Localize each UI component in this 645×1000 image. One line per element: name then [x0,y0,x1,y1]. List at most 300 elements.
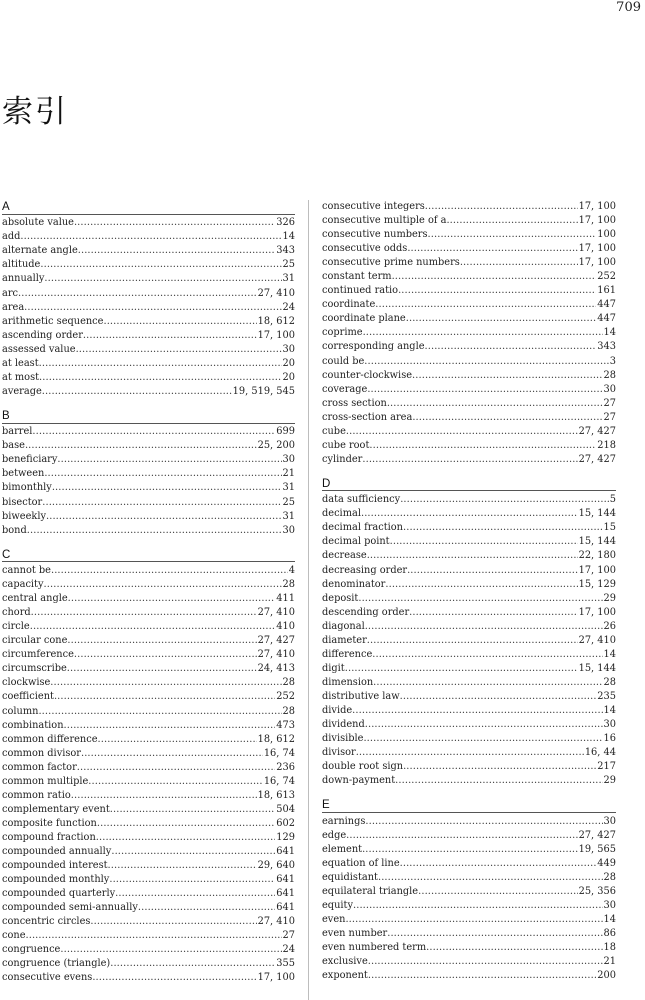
index-entry [322,648,616,662]
index-term: at most [2,371,40,383]
index-entry [2,453,295,467]
index-entry [2,761,295,775]
index-entry [322,369,616,383]
dot-leader [403,521,603,535]
dot-leader [392,270,597,284]
index-entry [2,634,295,648]
index-term: capacity [2,579,44,591]
index-term: bimonthly [2,482,52,494]
index-pages: 641 [276,902,295,914]
dot-leader [38,705,281,719]
dot-leader [60,943,281,957]
index-pages: 641 [276,846,295,857]
index-term: decrease [322,550,367,562]
index-entry [322,857,616,871]
index-term: column [2,705,39,717]
index-entry [322,634,616,648]
index-entry [322,256,616,270]
index-section-continued [322,200,616,467]
index-pages: 25, 200 [257,440,295,452]
index-entry [2,564,295,578]
index-term: coefficient [2,691,54,703]
index-entry [322,326,616,340]
dot-leader [108,859,257,873]
index-entry [2,719,295,733]
index-term: circumscribe [2,663,67,675]
index-term: denominator [322,578,386,590]
index-term: consecutive odds [322,243,408,255]
index-term: diameter [322,634,367,646]
dot-leader [412,411,602,425]
index-pages: 17, 100 [257,329,295,341]
index-entry [322,690,616,704]
index-term: decimal [322,508,361,520]
index-pages: 27, 427 [578,425,616,437]
index-entry [2,216,295,230]
index-pages: 236 [276,761,295,773]
dot-leader [39,371,281,385]
index-pages: 343 [597,341,616,353]
index-entry [2,244,295,258]
index-pages: 18, 612 [257,733,295,745]
index-term: common divisor [2,747,81,759]
index-term: decimal fraction [322,522,403,534]
dot-leader [138,901,275,915]
index-entry [2,775,295,789]
index-term: exclusive [322,956,368,968]
index-term: even number [322,928,388,940]
index-term: concentric circles [2,916,91,928]
index-pages: 16 [603,733,616,745]
dot-leader [97,817,275,831]
dot-leader [363,326,603,340]
index-term: difference [322,648,373,660]
dot-leader [18,287,257,301]
index-entry [322,843,616,857]
dot-leader [24,301,281,315]
index-section-d [322,477,616,788]
index-entry [2,343,295,357]
dot-leader [20,230,281,244]
index-entry [2,705,295,719]
dot-leader [25,439,257,453]
index-entry [2,662,295,676]
index-pages: 17, 100 [578,215,616,227]
index-pages: 30 [282,524,295,536]
index-term: at least [2,357,39,369]
index-entry [322,439,616,453]
dot-leader [395,774,602,788]
index-term: alternate angle [2,245,78,257]
dot-leader [115,887,275,901]
index-pages: 22, 180 [578,550,616,562]
index-entry [322,507,616,521]
index-pages: 24 [282,301,295,313]
index-entry [322,340,616,354]
index-term: compounded interest [2,860,108,872]
index-pages: 447 [597,299,616,311]
index-pages: 14 [282,231,295,243]
index-entry [2,315,295,329]
index-pages: 473 [276,719,295,731]
index-pages: 326 [276,217,295,229]
index-term: average [2,385,42,397]
index-entry [322,312,616,326]
dot-leader [345,662,578,676]
dot-leader [44,578,282,592]
index-section-b [2,409,295,538]
index-term: double root sign [322,761,404,773]
index-entry [2,789,295,803]
index-pages: 18, 613 [257,789,295,801]
index-pages: 447 [597,313,616,325]
dot-leader [407,564,578,578]
index-term: bisector [2,496,43,508]
index-entry [322,284,616,298]
index-pages: 27, 427 [578,829,616,841]
dot-leader [83,329,257,343]
dot-leader [368,969,596,983]
index-entry [322,535,616,549]
index-pages: 343 [276,245,295,257]
index-entry [322,242,616,256]
index-pages: 28 [603,369,616,381]
index-pages: 100 [597,229,616,241]
index-term: edge [322,829,347,841]
index-entry [2,258,295,272]
index-pages: 410 [276,621,295,633]
index-pages: 18, 612 [257,315,295,327]
index-pages: 86 [603,928,616,940]
index-pages: 15, 144 [578,662,616,674]
index-pages: 699 [276,426,295,438]
index-term: circumference [2,649,74,661]
dot-leader [390,535,578,549]
dot-leader [446,214,577,228]
dot-leader [356,746,584,760]
index-entry [2,301,295,315]
index-entry [2,845,295,859]
index-term: area [2,301,25,313]
index-pages: 16, 74 [263,747,295,759]
index-pages: 411 [276,593,295,605]
dot-leader [42,385,232,399]
index-pages: 17, 100 [578,257,616,269]
index-term: exponent [322,970,368,982]
index-column-right [322,200,616,993]
index-term: equidistant [322,871,378,883]
index-pages: 17, 100 [578,564,616,576]
dot-leader [352,704,602,718]
dot-leader [361,507,578,521]
index-pages: 235 [597,690,616,702]
index-entry [322,298,616,312]
index-pages: 641 [276,888,295,900]
dot-leader [109,873,275,887]
index-pages: 31 [282,510,295,522]
index-term: common multiple [2,775,89,787]
index-term: cross-section area [322,411,413,423]
index-term: cube [322,425,346,437]
dot-leader [57,453,281,467]
index-pages: 18 [603,942,616,954]
index-term: equity [322,899,353,911]
index-pages: 5 [609,494,616,506]
index-pages: 504 [276,803,295,815]
dot-leader [92,971,256,985]
index-term: consecutive prime numbers [322,257,460,269]
index-pages: 27, 427 [257,635,295,647]
index-entry [2,873,295,887]
index-entry [322,815,616,829]
index-term: deposit [322,592,359,604]
section-letter-heading: C [2,548,295,563]
dot-leader [406,312,597,326]
index-pages: 30 [282,343,295,355]
index-term: compounded quarterly [2,888,116,900]
dot-leader [369,439,596,453]
index-pages: 29 [603,592,616,604]
index-pages: 30 [282,454,295,466]
index-entry [2,733,295,747]
index-term: divisor [322,747,356,759]
index-term: beneficiary [2,454,58,466]
dot-leader [365,815,602,829]
index-section-c [2,548,295,986]
index-pages: 31 [282,273,295,285]
index-pages: 252 [597,271,616,283]
dot-leader [367,634,578,648]
index-term: equation of line [322,857,400,869]
index-entry [2,620,295,634]
dot-leader [362,453,577,467]
index-term: complementary event [2,803,110,815]
dot-leader [39,357,282,371]
index-term: descending order [322,606,410,618]
index-entry [2,496,295,510]
index-pages: 602 [276,817,295,829]
index-entry [322,493,616,507]
section-letter-heading: D [322,477,616,492]
page-title: 索引 [2,94,68,130]
index-term: dividend [322,719,365,731]
index-entry [322,913,616,927]
index-term: annually [2,273,45,285]
index-pages: 218 [597,439,616,451]
section-letter-heading: A [2,200,295,215]
index-term: between [2,468,45,480]
index-entry [322,829,616,843]
index-pages: 27, 410 [257,649,295,661]
index-entry [322,662,616,676]
index-term: cube root [322,439,370,451]
index-pages: 449 [597,857,616,869]
dot-leader [27,524,282,538]
index-term: coordinate plane [322,313,406,325]
dot-leader [387,397,603,411]
index-entry [2,439,295,453]
index-term: constant term [322,271,392,283]
index-entry [322,355,616,369]
index-pages: 17, 100 [578,606,616,618]
dot-leader [76,343,282,357]
index-entry [322,941,616,955]
dot-leader [26,929,282,943]
index-pages: 29, 640 [257,860,295,872]
index-pages: 25, 356 [578,885,616,897]
dot-leader [375,298,596,312]
index-pages: 16, 44 [584,747,616,759]
index-term: cylinder [322,453,363,465]
index-term: congruence [2,944,61,956]
dot-leader [367,383,602,397]
index-term: combination [2,719,64,731]
index-term: biweekly [2,510,46,522]
index-term: continued ratio [322,285,399,297]
dot-leader [50,676,281,690]
index-term: decreasing order [322,564,408,576]
dot-leader [346,829,577,843]
index-pages: 15 [603,522,616,534]
index-entry [2,578,295,592]
index-term: chord [2,607,31,619]
index-entry [322,383,616,397]
index-term: arithmetic sequence [2,315,104,327]
index-term: element [322,843,363,855]
section-letter-heading: E [322,798,616,813]
dot-leader [111,845,275,859]
index-term: cannot be [2,565,51,577]
index-pages: 20 [282,357,295,369]
index-term: compounded semi-annually [2,902,138,914]
index-term: coverage [322,383,368,395]
index-term: equilateral triangle [322,885,419,897]
dot-leader [54,690,275,704]
index-term: distributive law [322,690,400,702]
index-entry [322,927,616,941]
index-entry [2,272,295,286]
index-entry [322,732,616,746]
dot-leader [30,620,276,634]
dot-leader [77,761,276,775]
dot-leader [425,200,578,214]
dot-leader [44,467,281,481]
index-column-left [2,200,295,996]
dot-leader [372,648,602,662]
index-term: consecutive multiple of a [322,215,447,227]
index-pages: 15, 144 [578,536,616,548]
index-term: circle [2,621,30,633]
index-term: central angle [2,593,68,605]
index-term: divide [322,704,353,716]
index-entry [322,704,616,718]
index-term: counter-clockwise [322,369,413,381]
index-entry [322,899,616,913]
index-entry [322,760,616,774]
index-entry [2,230,295,244]
index-entry [322,606,616,620]
index-pages: 25 [282,259,295,271]
index-pages: 24, 413 [257,663,295,675]
index-entry [2,357,295,371]
dot-leader [90,915,256,929]
index-term: even numbered term [322,942,427,954]
dot-leader [425,340,597,354]
index-entry [2,747,295,761]
dot-leader [367,549,578,563]
index-pages: 252 [276,691,295,703]
dot-leader [353,899,603,913]
index-entry [2,606,295,620]
index-entry [322,425,616,439]
index-term: coordinate [322,299,376,311]
index-entry [2,859,295,873]
dot-leader [400,857,597,871]
index-pages: 14 [603,704,616,716]
index-pages: 3 [609,355,616,367]
dot-leader [88,775,263,789]
dot-leader [460,256,578,270]
dot-leader [345,913,602,927]
dot-leader [51,564,288,578]
index-entry [2,957,295,971]
index-entry [322,270,616,284]
index-pages: 16, 74 [263,775,295,787]
dot-leader [418,885,577,899]
index-entry [322,885,616,899]
dot-leader [387,927,602,941]
index-entry [2,524,295,538]
index-pages: 24 [282,944,295,956]
index-entry [2,510,295,524]
index-term: divisible [322,733,364,745]
index-entry [322,774,616,788]
index-pages: 21 [603,956,616,968]
dot-leader [110,957,275,971]
dot-leader [428,228,597,242]
index-entry [322,871,616,885]
index-pages: 20 [282,371,295,383]
index-term: data sufficiency [322,494,401,506]
dot-leader [78,244,276,258]
index-term: diagonal [322,620,365,632]
dot-leader [368,955,603,969]
index-term: even [322,913,346,925]
index-pages: 17, 100 [257,972,295,984]
index-entry [2,592,295,606]
index-term: earnings [322,815,366,827]
section-letter-heading: B [2,409,295,424]
index-term: corresponding angle [322,341,425,353]
index-pages: 30 [603,383,616,395]
index-term: compounded annually [2,846,112,857]
index-entry [322,969,616,983]
index-pages: 217 [597,761,616,773]
index-term: compounded monthly [2,874,110,886]
index-entry [322,228,616,242]
index-pages: 19, 565 [578,843,616,855]
index-pages: 641 [276,874,295,886]
index-pages: 15, 144 [578,508,616,520]
index-term: decimal point [322,536,390,548]
index-entry [2,467,295,481]
index-entry [2,385,295,399]
index-term: circular cone [2,635,68,647]
index-entry [322,564,616,578]
dot-leader [44,272,281,286]
dot-leader [385,578,577,592]
index-term: congruence (triangle) [2,958,111,970]
